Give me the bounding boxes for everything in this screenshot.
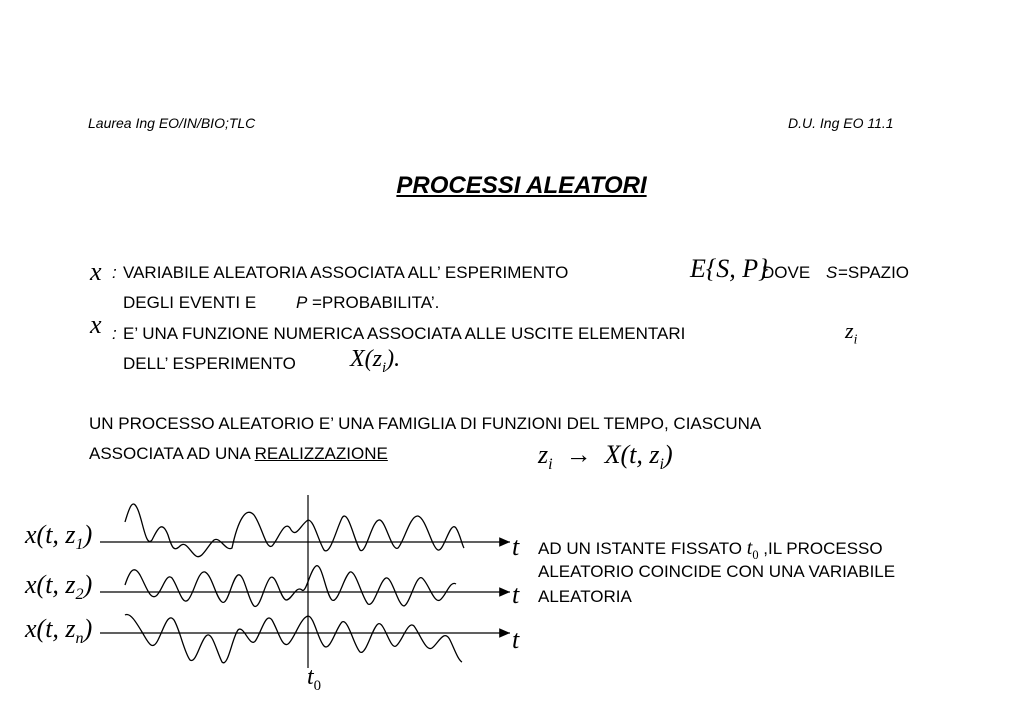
- dove-label: DOVE: [762, 263, 811, 282]
- definition-line-3: E’ UNA FUNZIONE NUMERICA ASSOCIATA ALLE USCITE ELEMENTARI: [123, 324, 686, 343]
- definition-line-2b: =PROBABILITA’.: [312, 293, 440, 312]
- axis-t-label-1: t: [512, 532, 520, 561]
- zi-symbol: $z_i$: [845, 318, 858, 347]
- realization-curve-n: [125, 614, 462, 662]
- process-line-2: ASSOCIATA AD UNA REALIZZAZIONE: [89, 444, 388, 463]
- note-line-3: ALEATORIA: [538, 587, 632, 606]
- header-course: Laurea Ing EO/IN/BIO;TLC: [88, 115, 256, 131]
- t0-label: $t_0$: [307, 664, 322, 694]
- x-symbol: x: [90, 257, 102, 286]
- p-symbol: P: [296, 293, 308, 312]
- realization-curve-1: [125, 504, 464, 557]
- definition-line-2a: DEGLI EVENTI E: [123, 293, 257, 312]
- note-line-1: AD UN ISTANTE FISSATO $t_0$ ,IL PROCESSO: [538, 537, 883, 562]
- definition-line-1: VARIABILE ALEATORIA ASSOCIATA ALL’ ESPERIMENTO: [123, 263, 569, 282]
- process-line-1: UN PROCESSO ALEATORIO E’ UNA FAMIGLIA DI FUNZIONI DEL TEMPO, CIASCUNA: [89, 414, 762, 433]
- x-symbol: x: [90, 310, 102, 339]
- spazio-label: =SPAZIO: [838, 263, 910, 282]
- note-line-2: ALEATORIO COINCIDE CON UNA VARIABILE: [538, 562, 896, 581]
- x-of-zi-formula: $X(z_i)$.: [350, 346, 401, 376]
- curve-label-1: x(t, $z_1$): [25, 520, 93, 554]
- realization-curve-2: [125, 566, 456, 607]
- page-title: PROCESSI ALEATORI: [396, 172, 647, 199]
- realizzazione-link-text: REALIZZAZIONE: [254, 444, 388, 463]
- header-page-ref: D.U. Ing EO 11.1: [788, 115, 894, 131]
- colon: :: [112, 324, 117, 343]
- s-symbol: S: [826, 263, 838, 282]
- axis-t-label-n: t: [512, 625, 520, 654]
- experiment-formula: E{S, P}: [690, 254, 769, 283]
- mapping-formula: $z_i \to X(t$, $z_i$): [538, 440, 673, 474]
- t0-inline: $t_0$: [746, 537, 759, 562]
- colon: :: [112, 263, 117, 282]
- curve-label-2: x(t, $z_2$): [25, 570, 93, 604]
- curve-label-n: x(t, $z_n$): [25, 614, 93, 648]
- definition-line-4: DELL’ ESPERIMENTO: [123, 354, 296, 373]
- axis-t-label-2: t: [512, 580, 520, 609]
